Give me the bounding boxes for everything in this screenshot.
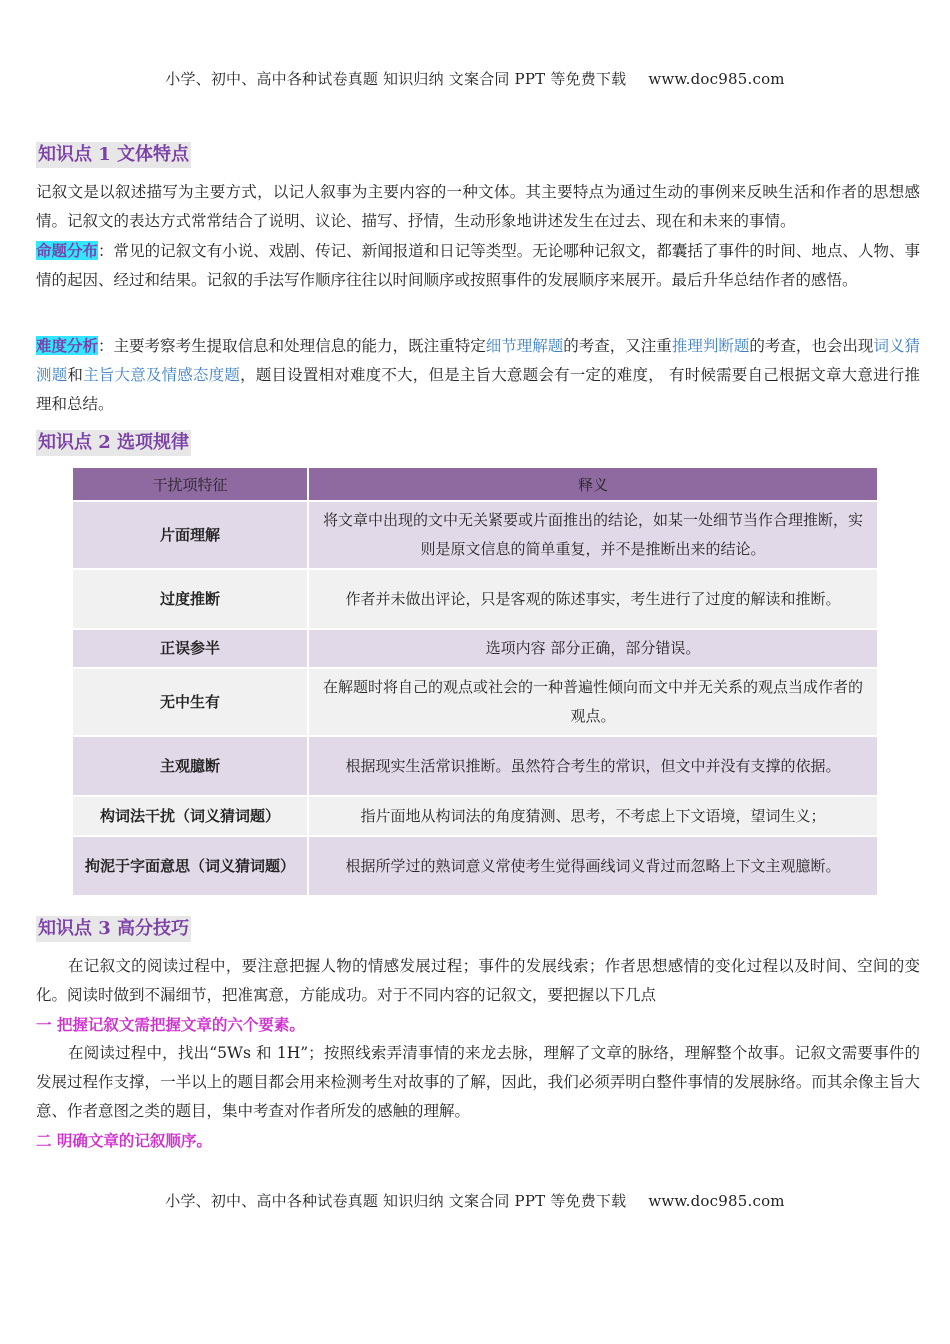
vocabulary-question-link[interactable]: 词义猜测题 [36, 337, 920, 384]
table-row [72, 629, 878, 668]
section2-title: 知识点 2 选项规律 [36, 430, 191, 456]
detail-question-link[interactable]: 细节理解题 [485, 337, 564, 355]
feature-cell: 正误参半 [72, 629, 308, 668]
header-url[interactable]: www.doc985.com [648, 70, 785, 88]
topic-distribution-text: ：常见的记叙文有小说、戏剧、传记、新闻报道和日记等类型。无论哪种记叙文，都囊括了事件的时间、地点、人物、事情的起因、经过和结果。记叙的手法写作顺序往往以时间顺序或按照事件的发展顺序来展开。最后升华总结作者的感悟。 [36, 242, 920, 289]
feature-cell: 构词法干扰（词义猜词题） [72, 796, 308, 836]
footer-url[interactable]: www.doc985.com [648, 1192, 785, 1210]
topic-distribution-label: 命题分布 [36, 241, 99, 260]
difficulty-text-c: 的考查，也会出现 [749, 337, 874, 355]
table-header-feature: 干扰项特征 [72, 467, 308, 501]
section1-difficulty-analysis [36, 331, 920, 419]
explanation-cell: 将文章中出现的文中无关紧要或片面推出的结论，如某一处细节当作合理推断，实则是原文信息的简单重复，并不是推断出来的结论。 [308, 501, 878, 569]
table-row [72, 668, 878, 736]
feature-cell: 拘泥于字面意思（词义猜词题） [72, 836, 308, 896]
explanation-cell: 作者并未做出评论，只是客观的陈述事实，考生进行了过度的解读和推断。 [308, 569, 878, 629]
difficulty-text-d: 和 [67, 366, 84, 384]
feature-cell: 过度推断 [72, 569, 308, 629]
explanation-cell: 在解题时将自己的观点或社会的一种普遍性倾向而文中并无关系的观点当成作者的观点。 [308, 668, 878, 736]
table-row [72, 796, 878, 836]
distractor-rules-table [71, 466, 879, 897]
feature-cell: 片面理解 [72, 501, 308, 569]
difficulty-text-a: ：主要考察考生提取信息和处理信息的能力，既注重特定 [98, 337, 486, 355]
feature-cell: 主观臆断 [72, 736, 308, 796]
table-header-explanation: 释义 [308, 467, 878, 501]
table-row [72, 736, 878, 796]
table-row [72, 501, 878, 569]
section1-paragraph: 记叙文是以叙述描写为主要方式，以记人叙事为主要内容的一种文体。其主要特点为通过生动的事例来反映生活和作者的思想感情。记叙文的表达方式常常结合了说明、议论、描写、抒情，生动形象地讲述发生在过去、现在和未来的事情。 [36, 183, 920, 230]
table-row [72, 569, 878, 629]
explanation-cell: 根据所学过的熟词意义常使考生觉得画线词义背过而忽略上下文主观臆断。 [308, 836, 878, 896]
feature-cell: 无中生有 [72, 668, 308, 736]
main-idea-question-link[interactable]: 主旨大意及情感态度题 [83, 366, 241, 384]
difficulty-text-b: 的考查，又注重 [563, 337, 672, 355]
section1-title: 知识点 1 文体特点 [36, 142, 191, 168]
footer-text: 小学、初中、高中各种试卷真题 知识归纳 文案合同 PPT 等免费下载 [165, 1192, 627, 1210]
difficulty-label: 难度分析 [36, 336, 99, 355]
section3-point-one-paragraph: 在阅读过程中，找出“5Ws 和 1H”；按照线索弄清事情的来龙去脉，理解了文章的脉络，理解整个故事。记叙文需要事件的发展过程作支撑，一半以上的题目都会用来检测考生对故事的了解，因此，我们必须弄明白整件事情的发展脉络。而其余像主旨大意、作者意图之类的题目，集中考查对作者所发的感触的理解。 [36, 1044, 920, 1120]
header-text: 小学、初中、高中各种试卷真题 知识归纳 文案合同 PPT 等免费下载 [165, 70, 627, 88]
explanation-cell: 根据现实生活常识推断。虽然符合考生的常识，但文中并没有支撑的依据。 [308, 736, 878, 796]
section3-paragraph: 在记叙文的阅读过程中，要注意把握人物的情感发展过程；事件的发展线索；作者思想感情的变化过程以及时间、空间的变化。阅读时做到不漏细节，把准寓意，方能成功。对于不同内容的记叙文，要把握以下几点 [36, 957, 920, 1004]
table-row [72, 836, 878, 896]
section1-topic-distribution [36, 236, 920, 295]
point-one-heading: 一 把握记叙文需把握文章的六个要素。 [36, 1015, 305, 1034]
section3-title: 知识点 3 高分技巧 [36, 916, 191, 942]
inference-question-link[interactable]: 推理判断题 [671, 337, 750, 355]
explanation-cell: 选项内容 部分正确，部分错误。 [308, 629, 878, 668]
explanation-cell: 指片面地从构词法的角度猜测、思考，不考虑上下文语境，望词生义； [308, 796, 878, 836]
page-header [0, 68, 950, 89]
point-two-heading: 二 明确文章的记叙顺序。 [36, 1131, 212, 1150]
page-footer [0, 1190, 950, 1211]
difficulty-text-e: ，题目设置相对难度不大，但是主旨大意题会有一定的难度， 有时候需要自己根据文章大意进行推理和总结。 [36, 366, 920, 413]
table-header-row [72, 467, 878, 501]
